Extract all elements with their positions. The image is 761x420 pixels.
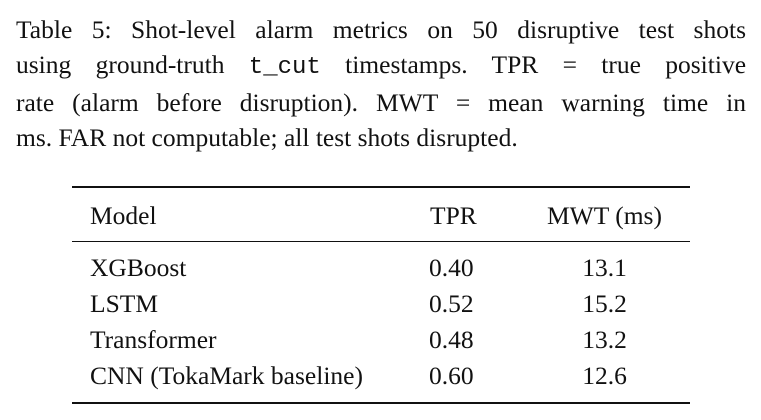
- table-row: [72, 286, 690, 322]
- cell-tpr: 0.60: [429, 361, 474, 390]
- caption-line-2-text-b: timestamps. TPR = true positive: [320, 50, 747, 79]
- cell-tpr: 0.48: [429, 325, 474, 354]
- cell-model: CNN (TokaMark baseline): [90, 361, 363, 390]
- header-tpr: TPR: [429, 187, 519, 242]
- cell-mwt: 13.2: [582, 325, 627, 354]
- cell-model: LSTM: [90, 289, 159, 318]
- table-row: [72, 358, 690, 403]
- caption-line-2-text-a: using ground-truth: [16, 50, 249, 79]
- header-model: Model: [72, 187, 429, 242]
- cell-mwt: 13.1: [582, 253, 627, 282]
- cell-tpr: 0.52: [429, 289, 474, 318]
- cell-mwt: 15.2: [582, 289, 627, 318]
- table-row: [72, 322, 690, 358]
- table-caption: [16, 12, 746, 155]
- table-header-row: [72, 187, 690, 242]
- caption-code-t-cut: t_cut: [248, 54, 321, 81]
- caption-line-2: [16, 47, 746, 85]
- results-table-container: [72, 186, 690, 404]
- cell-model: Transformer: [90, 325, 217, 354]
- caption-line-4: ms. FAR not computable; all test shots disrupted.: [16, 123, 518, 152]
- caption-line-3: rate (alarm before disruption). MWT = mean warning time in: [16, 88, 746, 117]
- cell-tpr: 0.40: [429, 253, 474, 282]
- caption-line-1: Table 5: Shot-level alarm metrics on 50 disruptive test shots: [16, 15, 746, 44]
- header-mwt: MWT (ms): [519, 187, 690, 242]
- cell-model: XGBoost: [90, 253, 187, 282]
- table-row: [72, 242, 690, 287]
- results-table: [72, 186, 690, 404]
- cell-mwt: 12.6: [582, 361, 627, 390]
